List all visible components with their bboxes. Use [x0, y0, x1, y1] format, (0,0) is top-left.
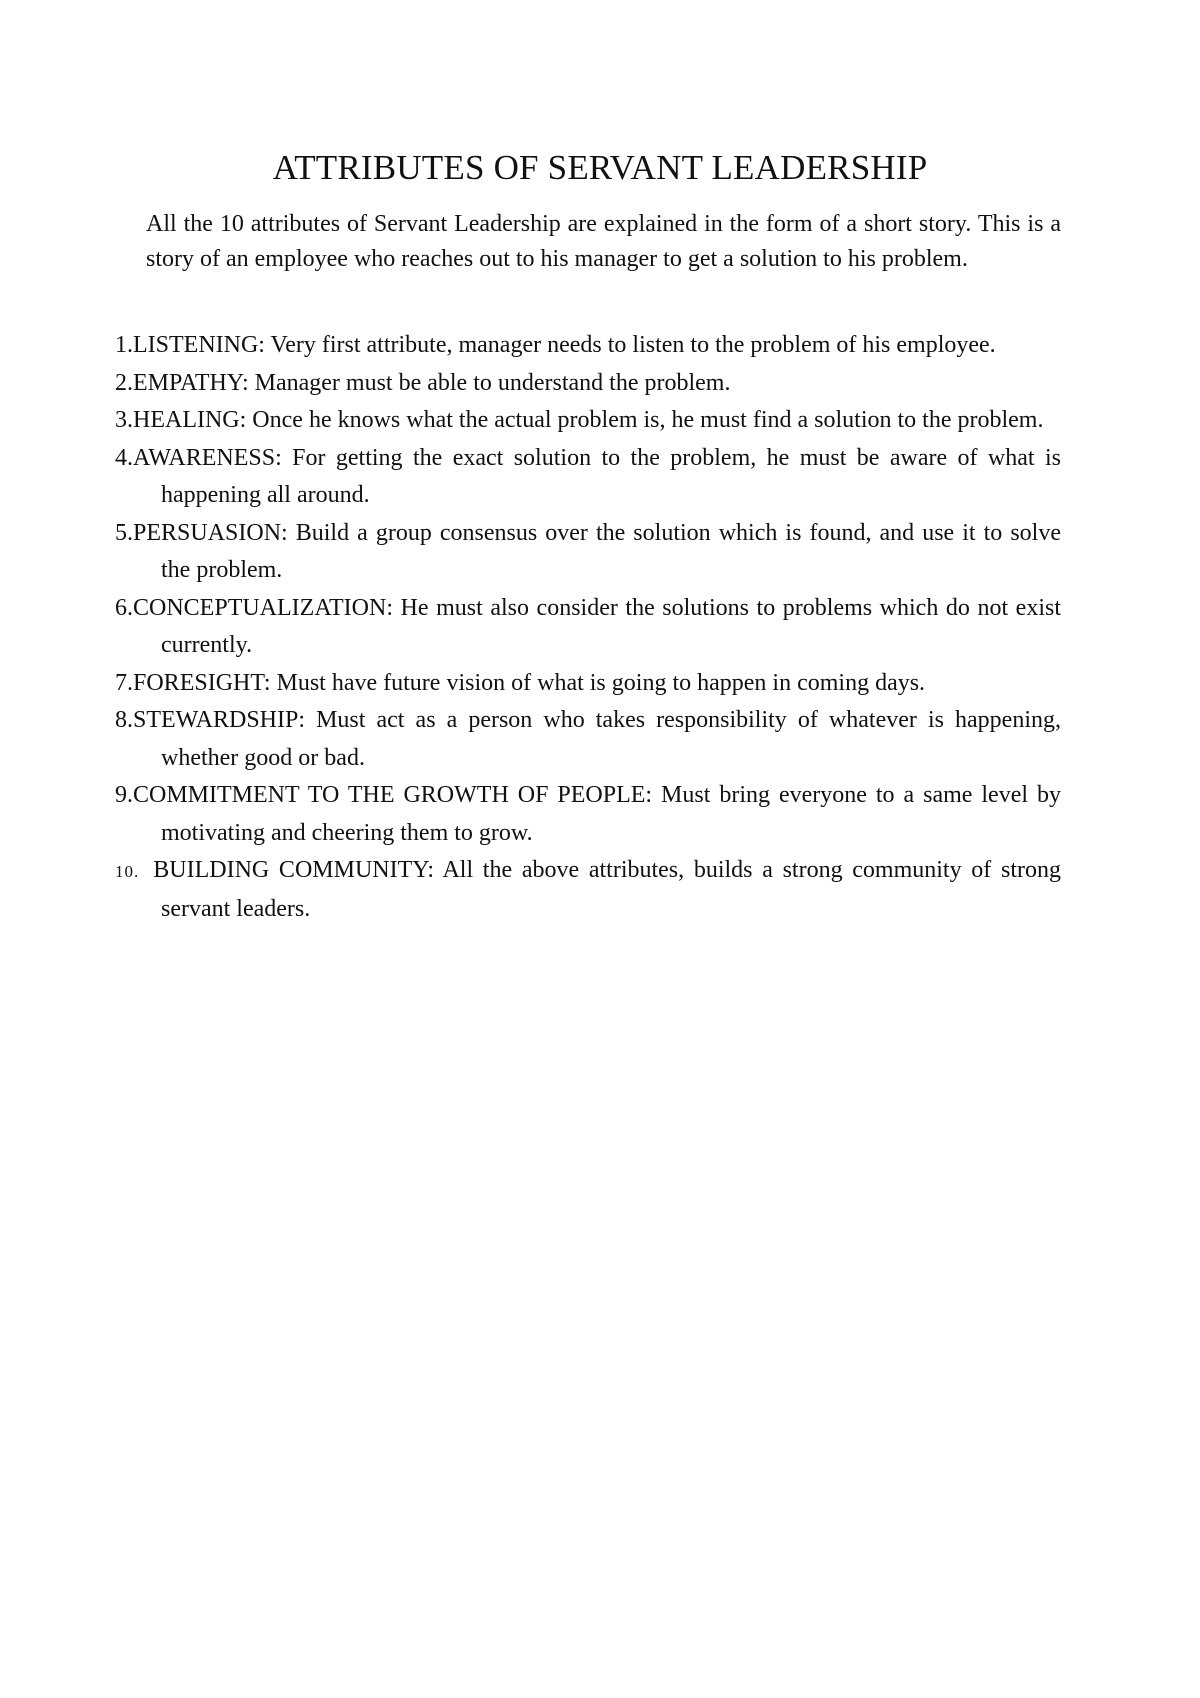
list-item — [115, 590, 1061, 665]
list-item — [115, 852, 1061, 928]
item-number: 10. — [115, 862, 140, 881]
attributes-list — [115, 327, 1061, 928]
item-text: STEWARDSHIP: Must act as a person who takes responsibility of whatever is happening, whether good or bad. — [133, 707, 1061, 771]
item-number: 1. — [115, 332, 133, 358]
item-text: COMMITMENT TO THE GROWTH OF PEOPLE: Must bring everyone to a same level by motivating and cheering them to grow. — [133, 782, 1061, 846]
document-title: ATTRIBUTES OF SERVANT LEADERSHIP — [272, 148, 928, 187]
item-text: EMPATHY: Manager must be able to understand the problem. — [133, 369, 731, 396]
item-number: 5. — [115, 519, 133, 546]
list-item — [115, 402, 1061, 440]
list-item — [115, 665, 1061, 703]
intro-paragraph: All the 10 attributes of Servant Leadership are explained in the form of a short story. This is a story of an employee who reaches out to his manager to get a solution to his problem. — [146, 211, 1061, 272]
item-text: CONCEPTUALIZATION: He must also consider the solutions to problems which do not exist currently. — [133, 594, 1061, 658]
list-item — [115, 777, 1061, 852]
item-text: HEALING: Once he knows what the actual problem is, he must find a solution to the problem. — [133, 407, 1044, 433]
item-number: 7. — [115, 669, 133, 696]
item-number: 4. — [115, 444, 133, 471]
item-number: 8. — [115, 707, 133, 733]
item-text: AWARENESS: For getting the exact solution to the problem, he must be aware of what is happening all around. — [133, 444, 1061, 508]
item-number: 6. — [115, 594, 133, 621]
item-text: PERSUASION: Build a group consensus over the solution which is found, and use it to solve the problem. — [133, 519, 1061, 583]
item-number: 2. — [115, 369, 133, 396]
item-text: BUILDING COMMUNITY: All the above attributes, builds a strong community of strong servant leaders. — [153, 857, 1061, 922]
list-item — [115, 327, 1061, 365]
list-item — [115, 515, 1061, 590]
item-number: 3. — [115, 407, 133, 433]
item-text: FORESIGHT: Must have future vision of what is going to happen in coming days. — [133, 669, 926, 696]
item-text: LISTENING: Very first attribute, manager needs to listen to the problem of his employee. — [133, 332, 996, 358]
list-item — [115, 702, 1061, 777]
list-item — [115, 440, 1061, 515]
list-item — [115, 365, 1061, 403]
item-number: 9. — [115, 782, 133, 808]
